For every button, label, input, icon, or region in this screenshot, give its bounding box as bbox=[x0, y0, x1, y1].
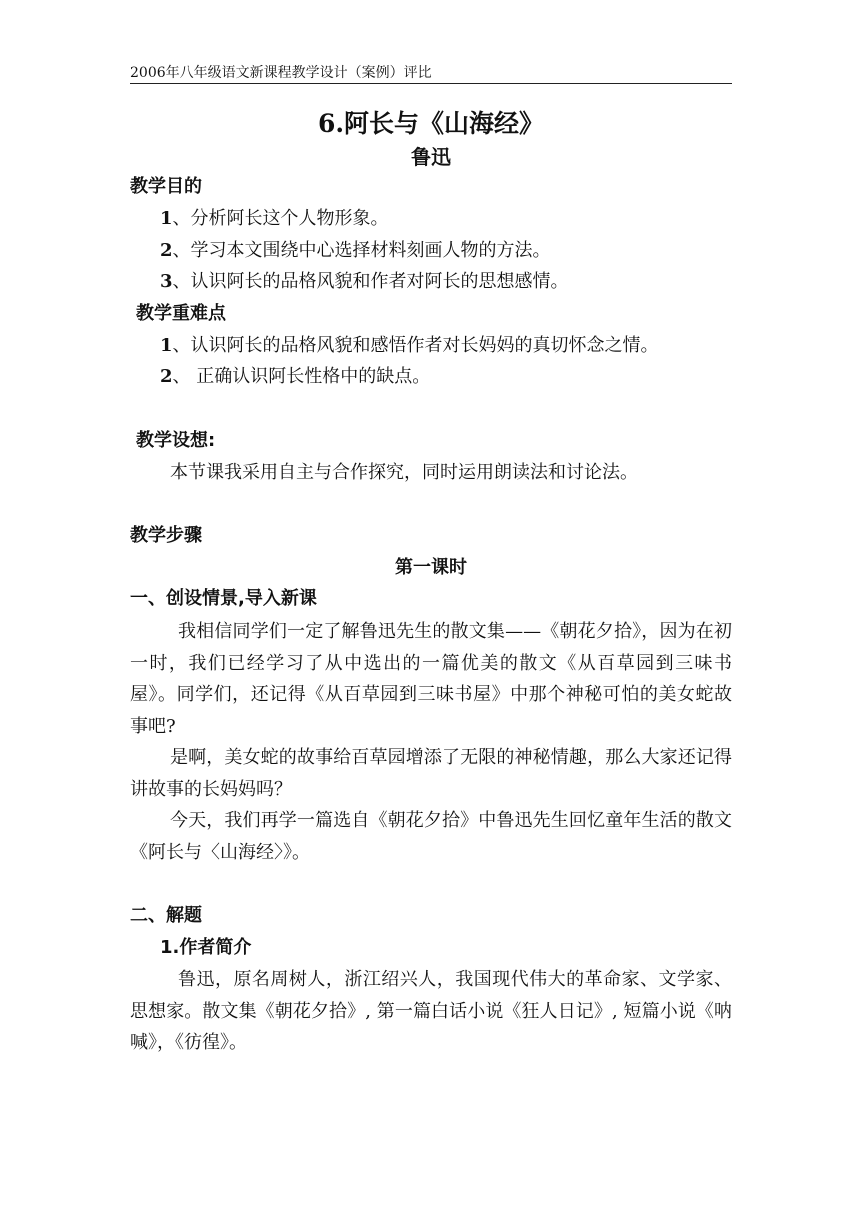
objective-item: 1、分析阿长这个人物形象。 bbox=[160, 208, 389, 229]
key-point-item: 2、 正确认识阿长性格中的缺点。 bbox=[160, 366, 431, 387]
key-point-item: 1、认识阿长的品格风貌和感悟作者对长妈妈的真切怀念之情。 bbox=[160, 335, 659, 356]
objective-item: 3、认识阿长的品格风貌和作者对阿长的思想感情。 bbox=[160, 271, 569, 292]
section1-heading: 一、创设情景,导入新课 bbox=[130, 588, 317, 609]
section1-paragraph: 今天，我们再学一篇选自《朝花夕拾》中鲁迅先生回忆童年生活的散文《阿长与〈山海经〉》。 bbox=[130, 810, 732, 863]
author-intro-paragraph: 鲁迅，原名周树人，浙江绍兴人，我国现代伟大的革命家、文学家、思想家。散文集《朝花夕拾》, 第一篇白话小说《狂人日记》, 短篇小说《呐喊》，《彷徨》。 bbox=[130, 969, 732, 1053]
document-title: 6.阿长与《山海经》 bbox=[317, 109, 545, 138]
steps-heading: 教学步骤 bbox=[130, 525, 202, 546]
objectives-heading: 教学目的 bbox=[130, 176, 202, 197]
design-text: 本节课我采用自主与合作探究，同时运用朗读法和讨论法。 bbox=[170, 462, 638, 483]
author-name: 鲁迅 bbox=[411, 145, 451, 169]
author-intro-heading: 1.作者简介 bbox=[160, 937, 252, 958]
page-header: 2006年八年级语文新课程教学设计（案例）评比 bbox=[130, 62, 732, 84]
section2-heading: 二、解题 bbox=[130, 905, 202, 926]
section1-paragraph: 是啊，美女蛇的故事给百草园增添了无限的神秘情趣，那么大家还记得讲故事的长妈妈吗？ bbox=[130, 747, 732, 800]
key-points-heading: 教学重难点 bbox=[136, 303, 226, 324]
section1-paragraph: 我相信同学们一定了解鲁迅先生的散文集——《朝花夕拾》，因为在初一时，我们已经学习了从中选出的一篇优美的散文《从百草园到三味书屋》。同学们，还记得《从百草园到三味书屋》中那个神秘可怕的美女蛇故事吧? bbox=[130, 621, 732, 737]
objective-item: 2、学习本文围绕中心选择材料刻画人物的方法。 bbox=[160, 240, 551, 261]
design-heading: 教学设想: bbox=[136, 430, 216, 451]
lesson-heading: 第一课时 bbox=[395, 557, 467, 578]
